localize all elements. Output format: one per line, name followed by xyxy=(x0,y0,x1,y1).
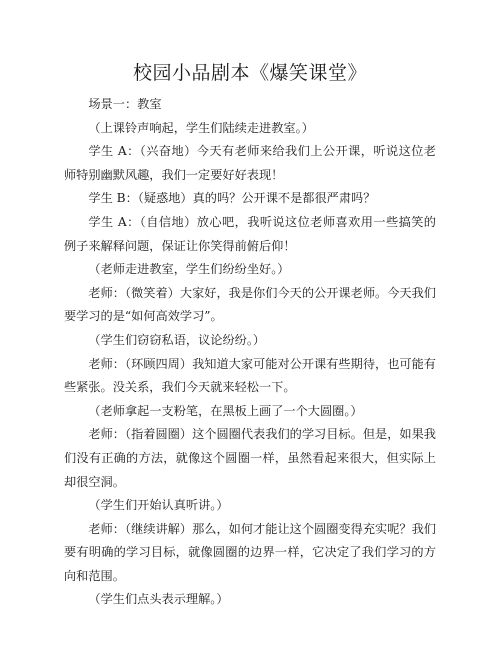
script-body xyxy=(64,93,436,612)
stage-direction: （老师走进教室，学生们纷纷坐好。） xyxy=(88,262,290,277)
dialogue-line: 学生 A：（兴奋地）今天有老师来给我们上公开课，听说这位老师特别幽默风趣，我们一定要好好表现！ xyxy=(64,144,436,182)
dialogue-line: 老师：（继续讲解）那么，如何才能让这个圆圈变得充实呢？我们要有明确的学习目标，就像圆圈的边界一样，它决定了我们学习的方向和范围。 xyxy=(64,521,436,583)
stage-direction: （学生们开始认真听讲。） xyxy=(88,498,229,513)
dialogue-line: 老师：（微笑着）大家好，我是你们今天的公开课老师。今天我们要学习的是“如何高效学习”。 xyxy=(64,285,436,324)
stage-direction: （上课铃声响起，学生们陆续走进教室。） xyxy=(88,120,314,135)
stage-direction: （学生们窃窃私语，议论纷纷。） xyxy=(88,332,266,347)
dialogue-line: 老师：（指着圆圈）这个圆圈代表我们的学习目标。但是，如果我们没有正确的方法，就像这个圆圈一样，虽然看起来很大，但实际上却很空洞。 xyxy=(64,427,436,489)
scene-heading: 场景一：教室 xyxy=(88,97,162,111)
dialogue-line: 学生 A：（自信地）放心吧，我听说这位老师喜欢用一些搞笑的例子来解释问题，保证让你笑得前俯后仰！ xyxy=(64,214,436,253)
stage-direction: （学生们点头表示理解。） xyxy=(88,592,229,607)
stage-direction: （老师拿起一支粉笔，在黑板上画了一个大圆圈。） xyxy=(88,403,363,418)
dialogue-line: 老师：（环顾四周）我知道大家可能对公开课有些期待，也可能有些紧张。没关系，我们今天就来轻松一下。 xyxy=(64,356,436,395)
dialogue-line: 学生 B：（疑惑地）真的吗？公开课不是都很严肃吗？ xyxy=(88,191,376,206)
document-title: 校园小品剧本《爆笑课堂》 xyxy=(132,62,367,84)
